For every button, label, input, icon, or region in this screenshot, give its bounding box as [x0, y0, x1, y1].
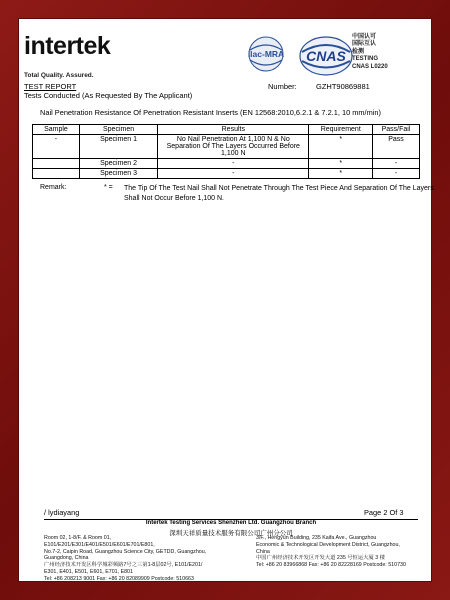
report-page — [18, 18, 432, 582]
ilac-text: ilac-MRA — [247, 49, 285, 59]
address-line: Economic & Technological Development District, Guangzhou, — [256, 541, 400, 548]
cell-result: - — [158, 159, 309, 169]
tests-conducted: Tests Conducted (As Requested By The Applicant) — [24, 91, 193, 100]
ilac-mra-logo — [242, 34, 290, 74]
address-right — [256, 535, 428, 569]
remark-label: Remark: — [40, 184, 67, 191]
cert-line: TESTING — [352, 56, 379, 63]
cert-line: 检测 — [352, 48, 365, 55]
remark-symbol: * = — [104, 184, 113, 191]
number-value: GZHT90869881 — [316, 82, 370, 91]
address-line: Tel: +86 20 83966868 Fax: +86 20 82228169 Postcode: 510730 — [256, 562, 406, 569]
col-sample: Sample — [33, 125, 80, 135]
cell-sample: - — [33, 135, 80, 159]
address-line: E301, E401, E501, E601, E701, E801 — [44, 568, 133, 575]
report-title: TEST REPORT — [24, 82, 77, 91]
col-pass-fail: Pass/Fail — [373, 125, 420, 135]
cert-line: CNAS L0220 — [352, 63, 388, 70]
cnas-logo — [296, 34, 356, 78]
col-requirement: Requirement — [309, 125, 373, 135]
address-line: Room 02, 1-8/F. & Room 01, E101/E201/E301/E401/E501/E601/E701/E801, — [44, 535, 155, 548]
cell-requirement: * — [309, 159, 373, 169]
address-line: No.7-2, Caipin Road, Guangzhou Science City, GETDD, Guangzhou, Guangdong, China — [44, 548, 207, 562]
cell-specimen: Specimen 3 — [79, 169, 157, 179]
tagline: Total Quality. Assured. — [24, 72, 94, 79]
address-line: China — [256, 548, 270, 555]
address-line: 广州经济技术开发区科学城彩频路7号之三第1-8层02号, E101/E201/ — [44, 562, 203, 569]
cert-line: 中国认可 — [352, 34, 377, 40]
cell-pass: - — [373, 159, 420, 169]
cell-specimen: Specimen 2 — [79, 159, 157, 169]
signer: / lydiayang — [44, 508, 80, 517]
cnas-text: CNAS — [306, 48, 346, 64]
cell-sample — [33, 169, 80, 179]
intertek-logo: intertek — [24, 32, 111, 60]
remark-text: The Tip Of The Test Nail Shall Not Penetrate Through The Test Piece And Separation Of The Layers Shall Not Occur Before 1,100 N. — [124, 185, 434, 202]
cell-requirement: * — [309, 135, 373, 159]
table-row — [33, 135, 420, 159]
cert-block — [352, 34, 388, 71]
address-left — [44, 535, 216, 583]
cell-result: No Nail Penetration At 1,100 N & No Separation Of The Layers Occurred Before 1,100 N — [158, 135, 309, 159]
cell-sample — [33, 159, 80, 169]
address-line: 3/F., Hengyun Building, 235 Kaifa Ave., Guangzhou — [256, 535, 377, 541]
cell-requirement: * — [309, 169, 373, 179]
company-name: Intertek Testing Services Shenzhen Ltd. Guangzhou Branch — [145, 520, 317, 526]
cell-specimen: Specimen 1 — [79, 135, 157, 159]
address-line: Tel: +86 208213 9001 Fax: +86 20 82089909 Postcode: 510663 — [44, 575, 194, 582]
table-row — [33, 169, 420, 179]
table-row — [33, 159, 420, 169]
col-results: Results — [158, 125, 309, 135]
cell-result: - — [158, 169, 309, 179]
cert-line: 国际互认 — [352, 41, 377, 48]
page-number: Page 2 Of 3 — [364, 508, 404, 517]
cell-pass: Pass — [373, 135, 420, 159]
cell-pass: - — [373, 169, 420, 179]
company-name-cn: 深圳天祥质量技术服务有限公司广州分公司 — [169, 530, 293, 537]
test-title: Nail Penetration Resistance Of Penetration Resistant Inserts (EN 12568:2010,6.2.1 & 7.2.1, 10 mm/min) — [40, 108, 381, 117]
col-specimen: Specimen — [79, 125, 157, 135]
address-line: 中国广州经济技术开发区开发大道 235 号恒运大厦 3 楼 — [256, 555, 385, 562]
results-table — [32, 124, 420, 179]
number-label: Number: — [268, 82, 297, 91]
table-header-row — [33, 125, 420, 135]
